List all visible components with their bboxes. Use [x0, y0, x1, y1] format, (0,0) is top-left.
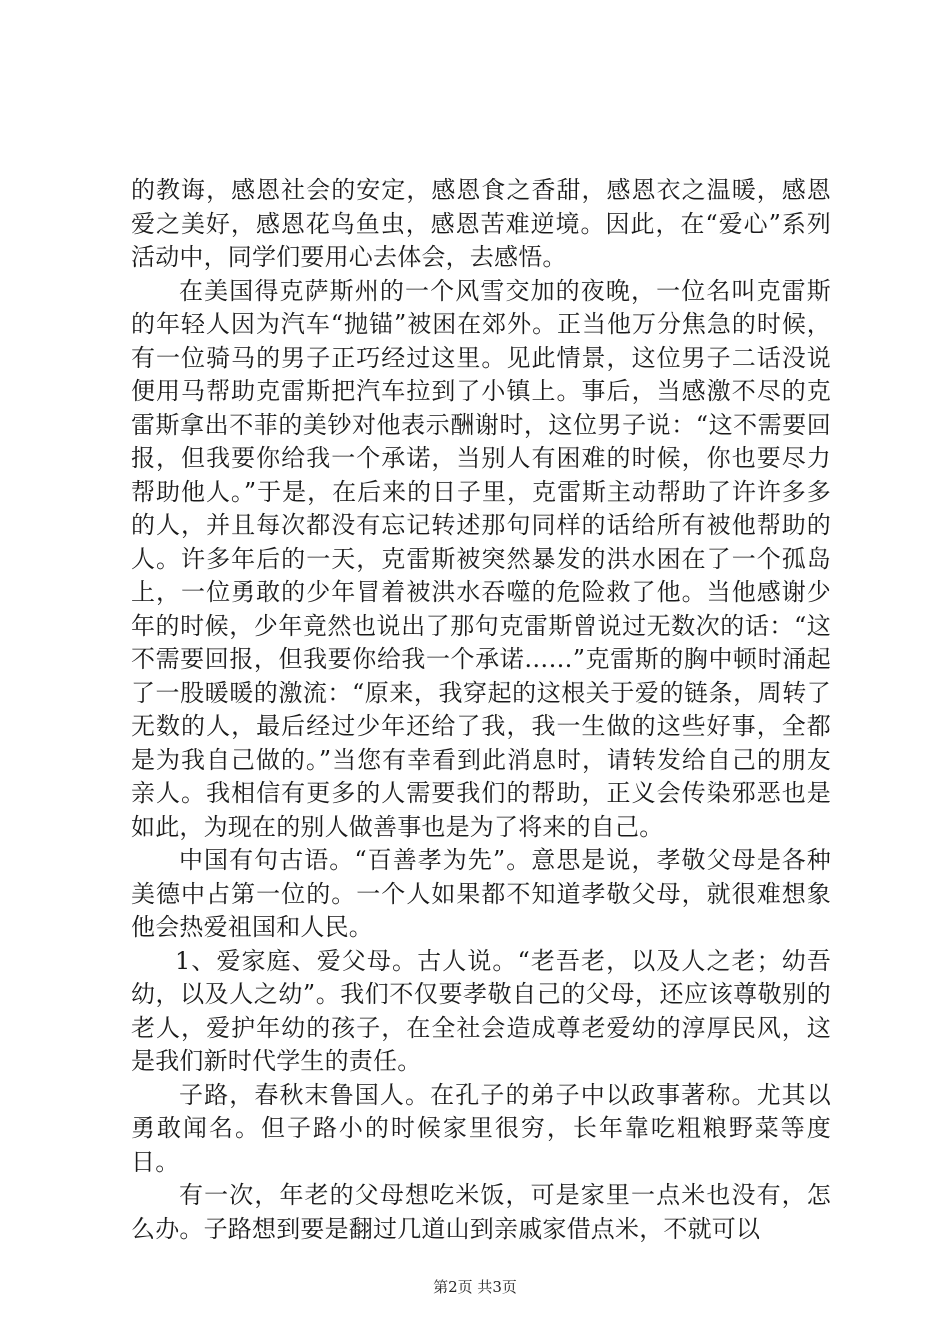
paragraph: 子路，春秋末鲁国人。在孔子的弟子中以政事著称。尤其以勇敢闻名。但子路小的时候家里很穷，长年靠吃粗粮野菜等度日。 [131, 1080, 831, 1176]
paragraph: 的教诲，感恩社会的安定，感恩食之香甜，感恩衣之温暖，感恩爱之美好，感恩花鸟鱼虫，感恩苦难逆境。因此，在“爱心”系列活动中，同学们要用心去体会，去感悟。 [131, 176, 831, 271]
paragraph: 1、爱家庭、爱父母。古人说。“老吾老，以及人之老；幼吾幼，以及人之幼”。我们不仅要孝敬自己的父母，还应该尊敬别的老人，爱护年幼的孩子，在全社会造成尊老爱幼的淳厚民风，这是我们新时代学生的责任。 [131, 946, 831, 1075]
paragraph: 中国有句古语。“百善孝为先”。意思是说，孝敬父母是各种美德中占第一位的。一个人如果都不知道孝敬父母，就很难想象他会热爱祖国和人民。 [131, 846, 831, 941]
paragraph: 在美国得克萨斯州的一个风雪交加的夜晚，一位名叫克雷斯的年轻人因为汽车“抛锚”被困在郊外。正当他万分焦急的时候，有一位骑马的男子正巧经过这里。见此情景，这位男子二话没说便用马帮助克雷斯把汽车拉到了小镇上。事后，当感激不尽的克雷斯拿出不菲的美钞对他表示酬谢时，这位男子说：“这不需要回报，但我要你给我一个承诺，当别人有困难的时候，你也要尽力帮助他人。”于是，在后来的日子里，克雷斯主动帮助了许许多多的人，并且每次都没有忘记转述那句同样的话给所有被他帮助的人。许多年后的一天，克雷斯被突然暴发的洪水困在了一个孤岛上，一位勇敢的少年冒着被洪水吞噬的危险救了他。当他感谢少年的时候，少年竟然也说出了那句克雷斯曾说过无数次的话：“这不需要回报，但我要你给我一个承诺……”克雷斯的胸中顿时涌起了一股暖暖的激流：“原来，我穿起的这根关于爱的链条，周转了无数的人，最后经过少年还给了我，我一生做的这些好事，全都是为我自己做的。”当您有幸看到此消息时，请转发给自己的朋友亲人。我相信有更多的人需要我们的帮助，正义会传染邪恶也是如此，为现在的别人做善事也是为了将来的自己。 [131, 276, 831, 841]
document-body [131, 174, 831, 1246]
page-footer: 第2页 共3页 [433, 1278, 517, 1296]
paragraph: 有一次，年老的父母想吃米饭，可是家里一点米也没有，怎么办。子路想到要是翻过几道山到亲戚家借点米，不就可以 [131, 1181, 831, 1243]
